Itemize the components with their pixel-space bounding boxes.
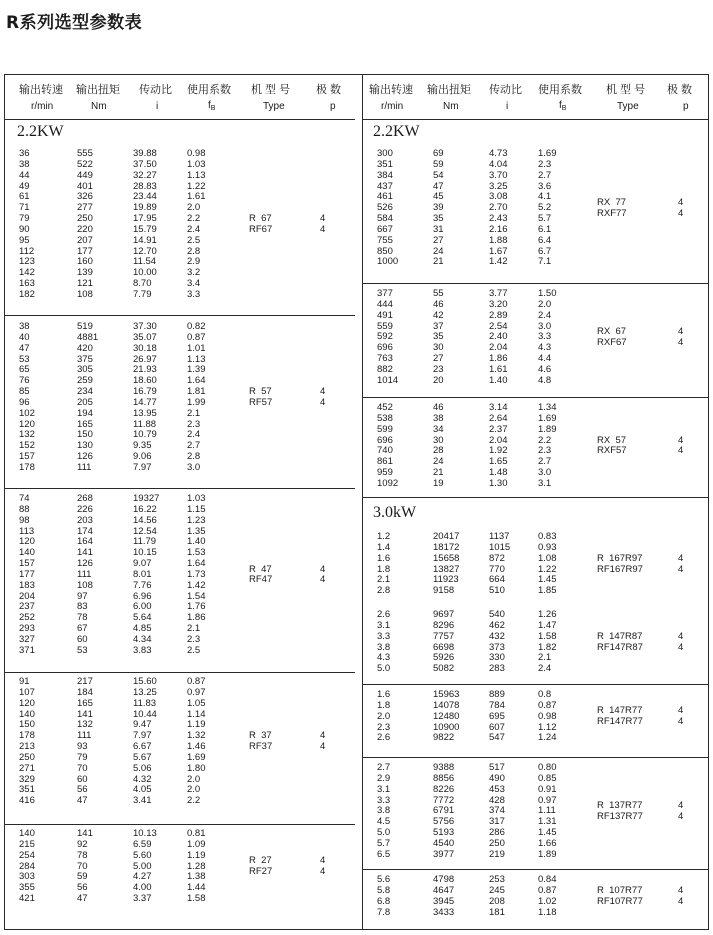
left-group-rule — [5, 672, 355, 673]
model-type: R 47 RF47 — [249, 563, 273, 586]
ratio-column: 15.60 13.25 11.83 10.44 9.47 7.97 6.67 5.67 5.06 4.32 4.05 3.41 — [133, 676, 157, 807]
service-factor-column: 0.82 0.87 1.01 1.13 1.39 1.64 1.81 1.99 2.1 2.3 2.4 2.7 2.8 3.0 — [187, 321, 206, 473]
model-type: RX 77 RXF77 — [597, 196, 627, 219]
ratio-column: 10.13 6.59 5.60 5.00 4.27 4.00 3.37 — [133, 828, 157, 905]
torque-column: 268 226 203 174 164 141 126 111 108 97 83 78 67 60 53 — [77, 493, 93, 656]
service-factor-column: 0.98 1.03 1.13 1.22 1.61 2.0 2.2 2.4 2.5 2.8 2.9 3.2 3.4 3.3 — [187, 148, 206, 300]
unit-model: Type — [263, 101, 285, 112]
right-group-rule — [362, 397, 709, 398]
service-factor-column: 1.26 1.47 1.58 1.82 2.1 2.4 — [538, 609, 557, 675]
unit-poles: p — [330, 101, 336, 112]
torque-column: 217 184 165 141 132 111 93 79 70 60 56 47 — [77, 676, 93, 807]
speed-column: 2.6 3.1 3.3 3.8 4.3 5.0 — [377, 609, 391, 675]
torque-column: 9388 8856 8226 7772 6791 5756 5193 4540 3977 — [433, 762, 455, 860]
speed-column: 5.6 5.8 6.8 7.8 — [377, 874, 391, 918]
header-poles: 极 数 — [316, 84, 342, 96]
speed-column: 91 107 120 140 150 178 213 250 271 329 351 416 — [19, 676, 35, 807]
service-factor-column: 1.03 1.15 1.23 1.35 1.40 1.53 1.64 1.73 1.42 1.54 1.76 1.86 2.1 2.3 2.5 — [187, 493, 206, 656]
power-label: 2.2KW — [373, 123, 420, 140]
service-factor-column: 1.69 2.3 2.7 3.6 4.1 5.2 5.7 6.1 6.4 6.7 7.1 — [538, 148, 557, 268]
header-rule — [362, 119, 709, 120]
ratio-column: 3.14 2.64 2.37 2.04 1.92 1.65 1.48 1.30 — [489, 402, 508, 489]
model-type: R 67 RF67 — [249, 213, 273, 235]
pole-count: 4 4 — [678, 884, 684, 907]
model-type: RX 67 RXF67 — [597, 325, 627, 348]
speed-column: 300 351 384 437 461 526 584 667 755 850 1000 — [377, 148, 399, 268]
ratio-column: 1137 1015 872 770 664 510 — [489, 531, 511, 597]
pole-count: 4 4 — [678, 799, 684, 822]
service-factor-column: 0.81 1.09 1.19 1.28 1.38 1.44 1.58 — [187, 828, 206, 905]
model-type: R 27 RF27 — [249, 855, 273, 877]
page-title: R系列选型参数表 — [6, 13, 143, 33]
ratio-column: 3.77 3.20 2.89 2.54 2.40 2.04 1.86 1.61 1.40 — [489, 288, 508, 386]
torque-column: 20417 18172 15658 13827 11923 9158 — [433, 531, 460, 597]
left-group-rule — [5, 824, 355, 825]
speed-column: 2.7 2.9 3.1 3.3 3.8 4.5 5.0 5.7 6.5 — [377, 762, 391, 860]
header-poles: 极 数 — [667, 84, 693, 96]
ratio-column: 540 462 432 373 330 283 — [489, 609, 505, 675]
torque-column: 555 522 449 401 326 277 250 220 207 177 160 139 121 108 — [77, 148, 93, 300]
header-torque: 输出扭矩 — [76, 84, 120, 96]
speed-column: 140 215 254 284 303 355 421 — [19, 828, 35, 905]
right-group-rule — [362, 283, 709, 284]
right-group-rule — [362, 684, 709, 685]
torque-column: 55 46 42 37 35 30 27 23 20 — [433, 288, 444, 386]
pole-count: 4 4 — [320, 213, 326, 235]
pole-count: 4 4 — [320, 855, 326, 877]
left-group-rule — [5, 315, 355, 316]
speed-column: 377 444 491 559 592 696 763 882 1014 — [377, 288, 399, 386]
speed-column: 452 538 599 696 740 861 959 1092 — [377, 402, 399, 489]
ratio-column: 889 784 695 607 547 — [489, 689, 505, 744]
unit-poles: p — [683, 101, 689, 112]
unit-service-factor: $f_B$ — [559, 100, 567, 112]
selection-table — [4, 74, 709, 930]
pole-count: 4 4 — [678, 434, 684, 457]
header-torque: 输出扭矩 — [427, 84, 471, 96]
ratio-column: 517 490 453 428 374 317 286 250 219 — [489, 762, 505, 860]
pole-count: 4 4 — [678, 196, 684, 219]
unit-speed: r/min — [381, 101, 404, 112]
unit-speed: r/min — [31, 101, 54, 112]
speed-column: 38 40 47 53 65 76 85 96 102 120 132 152 157 178 — [19, 321, 35, 473]
speed-column: 36 38 44 49 61 71 79 90 95 112 123 142 163 182 — [19, 148, 35, 300]
model-type: R 57 RF57 — [249, 386, 273, 408]
unit-torque: Nm — [91, 101, 107, 112]
speed-column: 74 88 98 113 120 140 157 177 183 204 237 252 293 327 371 — [19, 493, 35, 656]
service-factor-column: 0.83 0.93 1.08 1.22 1.45 1.85 — [538, 531, 557, 597]
right-group-rule — [362, 757, 709, 758]
ratio-column: 37.30 35.07 30.18 26.97 21.93 18.60 16.79 14.77 13.95 11.88 10.79 9.35 9.06 7.97 — [133, 321, 157, 473]
speed-column: 1.6 1.8 2.0 2.3 2.6 — [377, 689, 391, 744]
service-factor-column: 1.50 2.0 2.4 3.0 3.3 4.3 4.4 4.6 4.8 — [538, 288, 557, 386]
ratio-column: 4.73 4.04 3.70 3.25 3.08 2.70 2.43 2.16 1.88 1.67 1.42 — [489, 148, 508, 268]
header-model: 机 型 号 — [606, 84, 646, 96]
service-factor-column: 0.84 0.87 1.02 1.18 — [538, 874, 557, 918]
model-type: R 37 RF37 — [249, 730, 273, 753]
service-factor-column: 0.8 0.87 0.98 1.12 1.24 — [538, 689, 557, 744]
model-type: RX 57 RXF57 — [597, 434, 627, 457]
left-group-rule — [5, 488, 355, 489]
model-type: R 107R77 RF107R77 — [597, 884, 643, 907]
ratio-column: 253 245 208 181 — [489, 874, 505, 918]
pole-count: 4 4 — [320, 386, 326, 408]
model-type: R 167R97 RF167R97 — [597, 552, 643, 575]
pole-count: 4 4 — [678, 325, 684, 348]
model-type: R 137R77 RF137R77 — [597, 799, 643, 822]
power-label: 3.0kW — [373, 504, 417, 521]
pole-count: 4 4 — [678, 552, 684, 575]
unit-ratio: i — [506, 101, 509, 112]
service-factor-column: 0.80 0.85 0.91 0.97 1.11 1.31 1.45 1.66 1.89 — [538, 762, 557, 860]
header-ratio: 传动比 — [139, 84, 172, 96]
header-service-factor: 使用系数 — [187, 84, 231, 96]
unit-model: Type — [617, 101, 639, 112]
torque-column: 69 59 54 47 45 39 35 31 27 24 21 — [433, 148, 444, 268]
pole-count: 4 4 — [320, 730, 326, 753]
service-factor-column: 1.34 1.69 1.89 2.2 2.3 2.7 3.0 3.1 — [538, 402, 557, 489]
header-speed: 输出转速 — [369, 84, 413, 96]
unit-torque: Nm — [443, 101, 459, 112]
right-group-rule — [362, 869, 709, 870]
torque-column: 46 38 34 30 28 24 21 19 — [433, 402, 444, 489]
column-divider — [362, 75, 363, 929]
ratio-column: 39.88 37.50 32.27 28.83 23.44 19.89 17.95 15.79 14.91 12.70 11.54 10.00 8.70 7.79 — [133, 148, 157, 300]
unit-ratio: i — [156, 101, 159, 112]
unit-service-factor: $f_B$ — [208, 100, 216, 112]
torque-column: 141 92 78 70 59 56 47 — [77, 828, 93, 905]
header-rule — [5, 119, 355, 120]
pole-count: 4 4 — [678, 630, 684, 653]
pole-count: 4 4 — [678, 705, 684, 728]
header-service-factor: 使用系数 — [538, 84, 582, 96]
torque-column: 519 4881 420 375 305 259 234 205 194 165 150 130 126 111 — [77, 321, 99, 473]
torque-column: 4798 4647 3945 3433 — [433, 874, 455, 918]
speed-column: 1.2 1.4 1.6 1.8 2.1 2.8 — [377, 531, 391, 597]
ratio-column: 19327 16.22 14.56 12.54 11.79 10.15 9.07 8.01 7.76 6.96 6.00 5.64 4.85 4.34 3.83 — [133, 493, 160, 656]
header-speed: 输出转速 — [19, 84, 63, 96]
model-type: R 147R87 RF147R87 — [597, 630, 643, 653]
torque-column: 15963 14078 12480 10900 9822 — [433, 689, 460, 744]
power-label: 2.2KW — [17, 123, 64, 140]
right-group-rule — [362, 497, 709, 498]
header-ratio: 传动比 — [489, 84, 522, 96]
torque-column: 9697 8296 7757 6698 5926 5082 — [433, 609, 455, 675]
pole-count: 4 4 — [320, 563, 326, 586]
model-type: R 147R77 RF147R77 — [597, 705, 643, 728]
service-factor-column: 0.87 0.97 1.05 1.14 1.19 1.32 1.46 1.69 1.80 2.0 2.0 2.2 — [187, 676, 206, 807]
header-model: 机 型 号 — [251, 84, 291, 96]
